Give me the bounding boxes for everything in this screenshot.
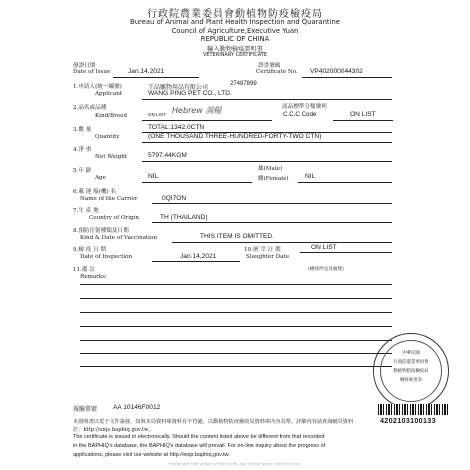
slaughter-date-label-en: Slaughter Date	[246, 254, 290, 260]
pdf-watermark: Printed with free version of PDFmyURL. Buy license doesn't get this mark.	[168, 462, 302, 466]
declaration-no-label: 報驗單號	[73, 406, 98, 413]
council-title-en: Council of Agriculture,Executive Yuan	[171, 27, 299, 35]
age-label-en: Age	[95, 175, 106, 181]
net-weight-label-en: Net Weight	[95, 154, 128, 160]
electronic-note-zh-2: 於：http://eiqs.baphiq.gov.tw。	[73, 427, 154, 433]
remarks-note: (檢疫所見及處理)	[308, 267, 344, 272]
applicant-name-zh: 王品寵物用品有限公司	[148, 84, 209, 91]
slaughter-date-label-zh: 10.屠 宰 日 期	[244, 247, 281, 253]
seal-line-1: 中華民國	[402, 351, 420, 356]
remarks-label-zh: 11.備 註	[73, 267, 95, 273]
vaccination-label-zh: 8.預防注射種類及日期	[73, 228, 129, 234]
issue-date-label-zh: 發證日期	[73, 63, 96, 69]
applicant-id: 27487899	[230, 81, 257, 87]
carrier-value: 0QI7ON	[162, 195, 187, 202]
certificate-title-en: VETERINARY CERTIFICATE	[202, 52, 268, 58]
remarks-label-en: Remarks:	[80, 274, 107, 280]
issue-date-label-en: Date of Issue	[73, 69, 111, 75]
serial-number: 4202103100133	[380, 416, 436, 425]
electronic-note-en-3: applications, please visit our website at http://eiqs.baphiq.gov.tw.	[73, 452, 230, 458]
certificate-no-value: VP402000044302	[310, 68, 363, 75]
serial-barcode	[378, 404, 450, 415]
applicant-label-zh: 1.申請人(統一編號)	[73, 84, 122, 90]
applicant-name-en: WANG PING PET CO., LTD.	[148, 90, 232, 97]
quantity-label-zh: 3.數 量	[73, 127, 92, 133]
slaughter-date-value: ON LIST	[311, 244, 337, 251]
country-title: REPUBLIC OF CHINA	[200, 35, 270, 43]
male-label: 雄(Male)	[258, 166, 283, 172]
kind-label-zh: 2.品名或品種	[73, 105, 107, 111]
product-code-label-zh: 商品標準分類號列	[282, 104, 327, 110]
quantity-value: TOTAL:1342.0CTN	[148, 124, 205, 131]
kind-handwritten-note: Hebrew 濕糧	[172, 106, 222, 115]
issue-date-value: Jan.14,2021	[128, 68, 165, 75]
age-label-zh: 5.年 齡	[73, 168, 92, 174]
origin-label-zh: 7.生 產 地	[73, 208, 99, 214]
declaration-no-value: AA 10146F0012	[113, 404, 161, 411]
kind-on-list: ON LIST	[148, 112, 166, 117]
carrier-label-zh: 6.載 運 船(機) 名	[73, 189, 117, 195]
quantity-in-words: (ONE THOUSAND THREE-HUNDRED-FORTY-TWO CTN)	[148, 133, 322, 140]
age-value: NIL	[148, 173, 159, 180]
seal-line-2: 行政院農業委員會	[393, 360, 429, 365]
seal-line-3: 動植物防疫檢疫局	[393, 369, 429, 374]
vaccination-value: THIS ITEM IS OMITTED.	[200, 233, 274, 240]
electronic-note-zh-1: 本證明書以電子文件簽發，如與本局資料庫資料有不符處，以動植物防疫檢疫局資料庫內容為準，詳細內容請查詢網頁資料	[73, 419, 354, 425]
bureau-title-en: Bureau of Animal and Plant Health Inspection and Quarantine	[130, 18, 340, 26]
applicant-label-en: Applicant	[95, 91, 123, 97]
certificate-no-label-zh: 證書號碼	[258, 63, 281, 69]
vaccination-label-en: Kind & Date of Vaccination	[80, 235, 157, 241]
seal-line-4: 檢疫專用章	[400, 378, 422, 383]
kind-label-en: Kind/Breed	[95, 113, 128, 119]
carrier-label-en: Name of the Carrier	[80, 196, 138, 202]
female-label: 雌(Female)	[258, 176, 289, 182]
inspection-date-value: Jan.14,2021	[180, 253, 217, 260]
electronic-note-en-1: The certificate is issued in electronically. Should the content listed above be different from that recorded	[73, 434, 325, 440]
certificate-title-zh: 輸入動物檢疫證明書	[207, 46, 263, 53]
origin-label-en: Country of Origin	[89, 215, 139, 221]
female-value: NIL	[305, 173, 316, 180]
electronic-note-en-2: in the BAPHIQ's database, the BAPHIQ's database will prevail. For on-line inquiry about the progress of	[73, 443, 326, 449]
net-weight-label-zh: 4.淨 重	[73, 147, 92, 153]
inspection-date-label-zh: 9.檢 疫 日 期	[73, 247, 107, 253]
quantity-label-en: Quantity	[95, 134, 120, 140]
bureau-title-zh: 行政院農業委員會動植物防疫檢疫局	[147, 9, 323, 20]
ccc-code-value: ON LIST	[350, 111, 376, 118]
certificate-no-label-en: Certificate No.	[256, 69, 298, 75]
inspection-date-label-en: Date of Inspection	[80, 254, 133, 260]
ccc-code-label: C.C.C Code	[283, 111, 317, 118]
origin-value: TH (THAILAND)	[160, 214, 208, 221]
net-weight-value: 5797.44KGM	[148, 152, 187, 159]
